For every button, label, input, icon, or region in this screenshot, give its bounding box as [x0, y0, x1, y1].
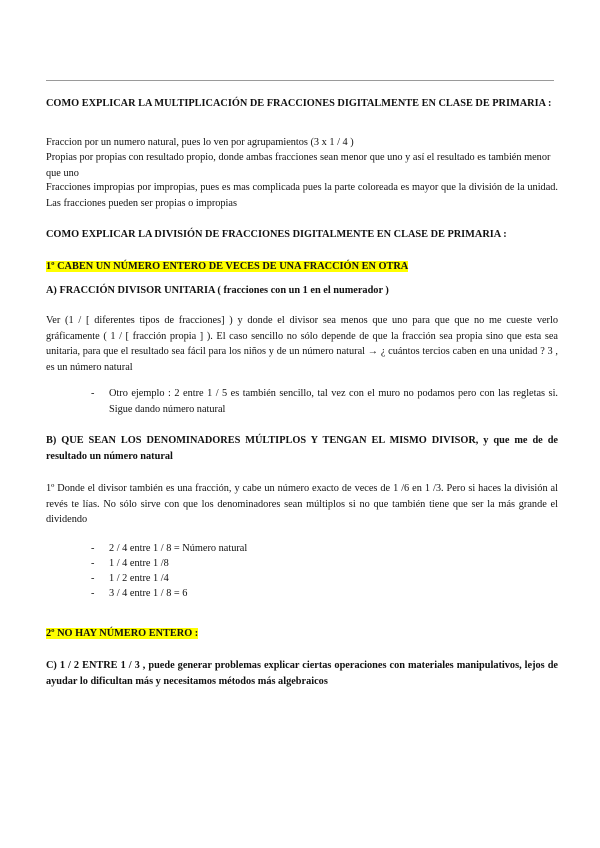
case-1-heading	[46, 259, 558, 275]
sub-b-text: 1º Donde el divisor también es una fracción, y cabe un número exacto de veces de 1 /6 en 1 /3. Pero si haces la división al revés te lías. No sólo sirve con que los denominadores sean múltiplos si no que también tiene que ser la más grande el dividendo	[46, 483, 558, 525]
sub-b-heading: B) QUE SEAN LOS DENOMINADORES MÚLTIPLOS Y TENGAN EL MISMO DIVISOR, y que me de de resultado un número natural	[46, 435, 558, 462]
multiplication-line-3: Fracciones impropias por impropias, pues es mas complicada pues la parte coloreada es mayor que la división de la unidad. Las fracciones pueden ser propias o impropias	[46, 182, 558, 209]
sub-b-list-dash-1: -	[91, 543, 95, 554]
top-divider	[46, 80, 554, 81]
sub-b-list-dash-2: -	[91, 558, 95, 569]
multiplication-line-2: Propias por propias con resultado propio, donde ambas fracciones sean menor que uno y así el resultado es también menor que uno	[46, 152, 551, 179]
case-2-heading	[46, 626, 558, 642]
multiplication-line-1: Fraccion por un numero natural, pues lo ven por agrupamientos (3 x 1 / 4 )	[46, 137, 354, 148]
sub-a-text: Ver (1 / [ diferentes tipos de fracciones] ) y donde el divisor sea menos que uno para que que no me cueste verlo gráficamente ( 1 / [ fracción propia ] ). El caso sencillo no sólo depende de que la fracción sea propia sino que esta sea unitaria, para que el resultado sea fácil para los niños y de un número natural → ¿ cuántos tercios caben en una unidad ? 3 , es un número natural	[46, 315, 558, 373]
case-1-heading-text: 1º CABEN UN NÚMERO ENTERO DE VECES DE UNA FRACCIÓN EN OTRA	[46, 261, 409, 272]
sub-b-list-dash-3: -	[91, 573, 95, 584]
sub-a-bullet-dash: -	[91, 388, 95, 399]
sub-a-heading: A) FRACCIÓN DIVISOR UNITARIA ( fracciones con un 1 en el numerador )	[46, 285, 389, 296]
sub-b-list-dash-4: -	[91, 588, 95, 599]
sub-a-bullet-text: Otro ejemplo : 2 entre 1 / 5 es también sencillo, tal vez con el muro no podamos pero con las regletas si. Sigue dando número natural	[109, 388, 558, 415]
sub-b-list-item-3: 1 / 2 entre 1 /4	[109, 573, 169, 584]
sub-b-list-item-4: 3 / 4 entre 1 / 8 = 6	[109, 588, 188, 599]
sub-c-heading: C) 1 / 2 ENTRE 1 / 3 , puede generar problemas explicar ciertas operaciones con materiales manipulativos, lejos de ayudar lo dificultan más y necesitamos métodos más algebraicos	[46, 660, 558, 687]
multiplication-title: COMO EXPLICAR LA MULTIPLICACIÓN DE FRACCIONES DIGITALMENTE EN CLASE DE PRIMARIA :	[46, 98, 552, 109]
sub-b-list-item-1: 2 / 4 entre 1 / 8 = Número natural	[109, 543, 248, 554]
case-2-heading-text: 2º NO HAY NÚMERO ENTERO :	[46, 628, 199, 639]
division-title: COMO EXPLICAR LA DIVISIÓN DE FRACCIONES DIGITALMENTE EN CLASE DE PRIMARIA :	[46, 229, 507, 240]
sub-b-list-item-2: 1 / 4 entre 1 /8	[109, 558, 169, 569]
